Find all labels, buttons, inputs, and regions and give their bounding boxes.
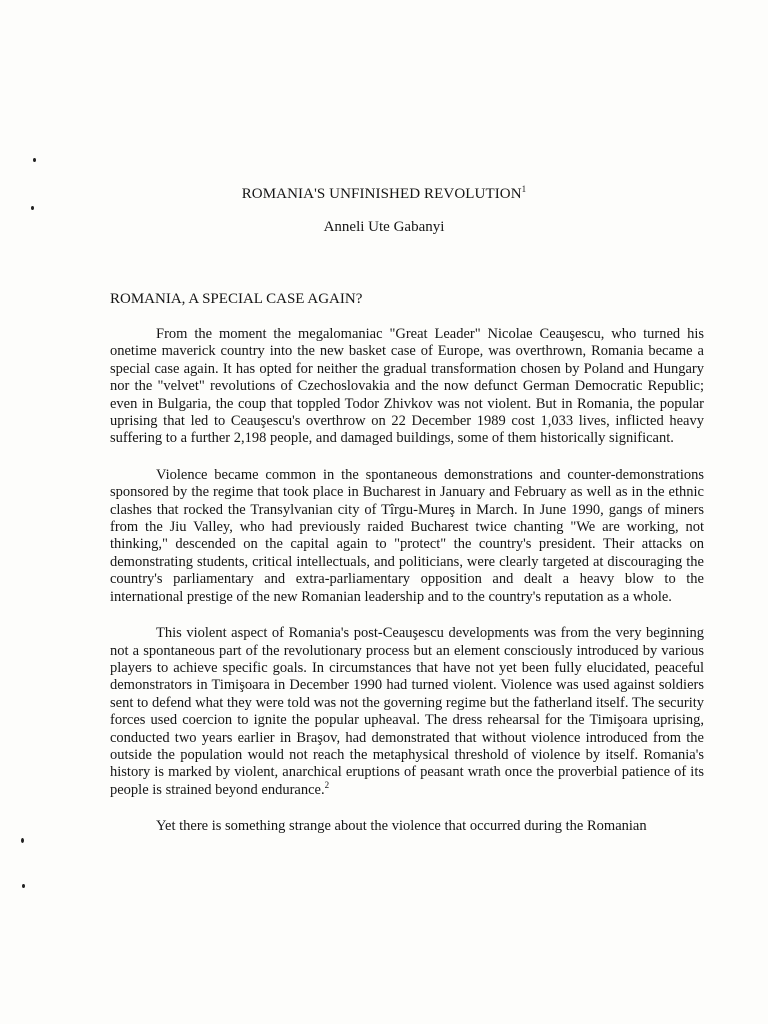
scan-speck: [33, 158, 36, 162]
title-text: ROMANIA'S UNFINISHED REVOLUTION: [241, 186, 522, 202]
document-title: [0, 185, 768, 203]
paragraph-text: This violent aspect of Romania's post-Ceauşescu developments was from the very beginning not a spontaneous part of the revolutionary process but an element consciously introduced by various players to achieve specific goals. In circumstances that have not yet been fully elucidated, peaceful demonstrators in Timişoara in December 1990 had turned violent. Violence was used against soldiers sent to defend what they were told was not the governing regime but the fatherland itself. The security forces used coercion to ignite the popular upheaval. The dress rehearsal for the Timişoara uprising, conducted two years earlier in Braşov, had demonstrated that without violence introduced from the outside the population would not reach the metaphysical threshold of violence by itself. Romania's history is marked by violent, anarchical eruptions of peasant wrath once the proverbial patience of its people is strained beyond endurance.: [110, 625, 704, 798]
section-heading: ROMANIA, A SPECIAL CASE AGAIN?: [110, 291, 363, 307]
paragraph: [110, 818, 704, 835]
paragraph: [110, 625, 704, 799]
scan-speck: [21, 838, 24, 843]
paragraph-text: From the moment the megalomaniac "Great Leader" Nicolae Ceauşescu, who turned his onetime maverick country into the new basket case of Europe, was overthrown, Romania became a special case again. It has opted for neither the gradual transformation chosen by Poland and Hungary nor the "velvet" revolutions of Czechoslovakia and the now defunct German Democratic Republic; even in Bulgaria, the coup that toppled Todor Zhivkov was not violent. But in Romania, the popular uprising that led to Ceauşescu's overthrow on 22 December 1989 cost 1,033 lives, inflicted heavy suffering to a further 2,198 people, and damaged buildings, some of them historically significant.: [110, 326, 704, 447]
paragraph-text: Yet there is something strange about the violence that occurred during the Romanian: [156, 818, 647, 835]
paragraph-text: Violence became common in the spontaneous demonstrations and counter-demonstrations sponsored by the regime that took place in Bucharest in January and February as well as in the ethnic clashes that rocked the Transylvanian city of Tîrgu-Mureş in March. In June 1990, gangs of miners from the Jiu Valley, who had previously raided Bucharest twice chanting "We are working, not thinking," descended on the capital again to "protect" the country's president. Their attacks on demonstrating students, critical intellectuals, and politicians, were clearly targeted at discouraging the country's parliamentary and extra-parliamentary opposition and dealt a heavy blow to the international prestige of the new Romanian leadership and to the country's reputation as a whole.: [110, 466, 704, 605]
author-name: Anneli Ute Gabanyi: [323, 219, 445, 235]
scan-speck: [22, 884, 25, 888]
body-text: [110, 326, 704, 855]
paragraph: [110, 467, 704, 606]
paragraph: [110, 326, 704, 448]
footnote-marker: 2: [324, 779, 330, 790]
scan-speck: [31, 206, 34, 210]
title-footnote-marker: 1: [521, 184, 527, 194]
